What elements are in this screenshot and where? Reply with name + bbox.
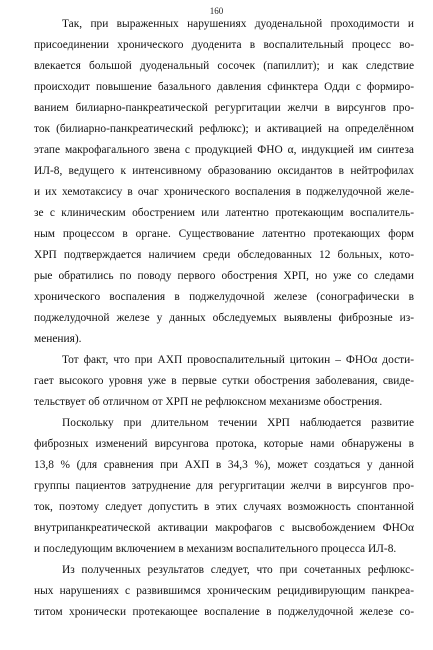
- text-line: внутрипанкреатической активации макрофагов с высвобождением ФНОα: [34, 522, 414, 534]
- text-line: Тот факт, что при АХП провоспалительный цитокин – ФНОα дости-: [62, 354, 414, 366]
- text-line: гает высокого уровня уже в первые сутки обострения заболевания, свиде-: [34, 375, 414, 387]
- text-line: зе с клиническим обострением или латентно протекающим воспалитель-: [34, 207, 414, 219]
- text-line: ных нарушениях с развившимся хроническим рецидивирующим панкреа-: [34, 585, 414, 597]
- text-line: хронического воспаления в поджелудочной железе (сонографически в: [34, 291, 414, 303]
- text-line: и последующим включением в механизм воспалительного процесса ИЛ-8.: [34, 543, 397, 555]
- text-line: рые обратились по поводу первого обострения ХРП, но уже со следами: [34, 270, 414, 282]
- text-line: ванием билиарно-панкреатической регургитации желчи в вирсунгов про-: [34, 102, 414, 114]
- text-line: Поскольку при длительном течении ХРП наблюдается развитие: [62, 417, 414, 429]
- text-line: и их хемотаксису в очаг хронического воспаления в поджелудочной желе-: [34, 186, 414, 198]
- text-line: происходит повышение базального давления сфинктера Одди с формиро-: [34, 81, 414, 93]
- text-line: группы пациентов затруднение для регургитации желчи в вирсунгов про-: [34, 480, 414, 492]
- text-line: ток (билиарно-панкреатический рефлюкс); и активацией на определённом: [34, 123, 414, 135]
- text-line: поджелудочной железе у данных обследуемых выявлены фиброзные из-: [34, 312, 414, 324]
- text-line: тельствует об отличном от ХРП не рефлюксном механизме обострения.: [34, 396, 383, 408]
- text-line: ным процессом в органе. Существование латентно протекающих форм: [34, 228, 414, 240]
- text-line: менения).: [34, 333, 82, 345]
- text-line: ХРП подтверждается наличием среди обследованных 12 больных, кото-: [34, 249, 414, 261]
- text-line: ИЛ-8, ведущего к интенсивному образованию оксидантов в нейтрофилах: [34, 165, 414, 177]
- text-line: Так, при выраженных нарушениях дуоденальной проходимости и: [62, 18, 414, 30]
- text-line: влекается большой дуоденальный сосочек (папиллит); и как следствие: [34, 60, 414, 72]
- text-line: фиброзных изменений вирсунгова протока, которые нами обнаружены в: [34, 438, 414, 450]
- text-line: этапе макрофагального звена с продукцией ФНО α, индукцией им синтеза: [34, 144, 414, 156]
- text-line: ток, поэтому следует допустить в этих случаях возможность спонтанной: [34, 501, 414, 513]
- text-line: присоединении хронического дуоденита в воспалительный процесс во-: [34, 39, 414, 51]
- text-line: 13,8 % (для сравнения при АХП в 34,3 %), может создаться у данной: [34, 459, 414, 471]
- text-line: титом хронически протекающее воспаление в поджелудочной железе со-: [34, 606, 414, 618]
- page-number: 160: [209, 6, 224, 16]
- text-line: Из полученных результатов следует, что при сочетанных рефлюкс-: [62, 564, 414, 576]
